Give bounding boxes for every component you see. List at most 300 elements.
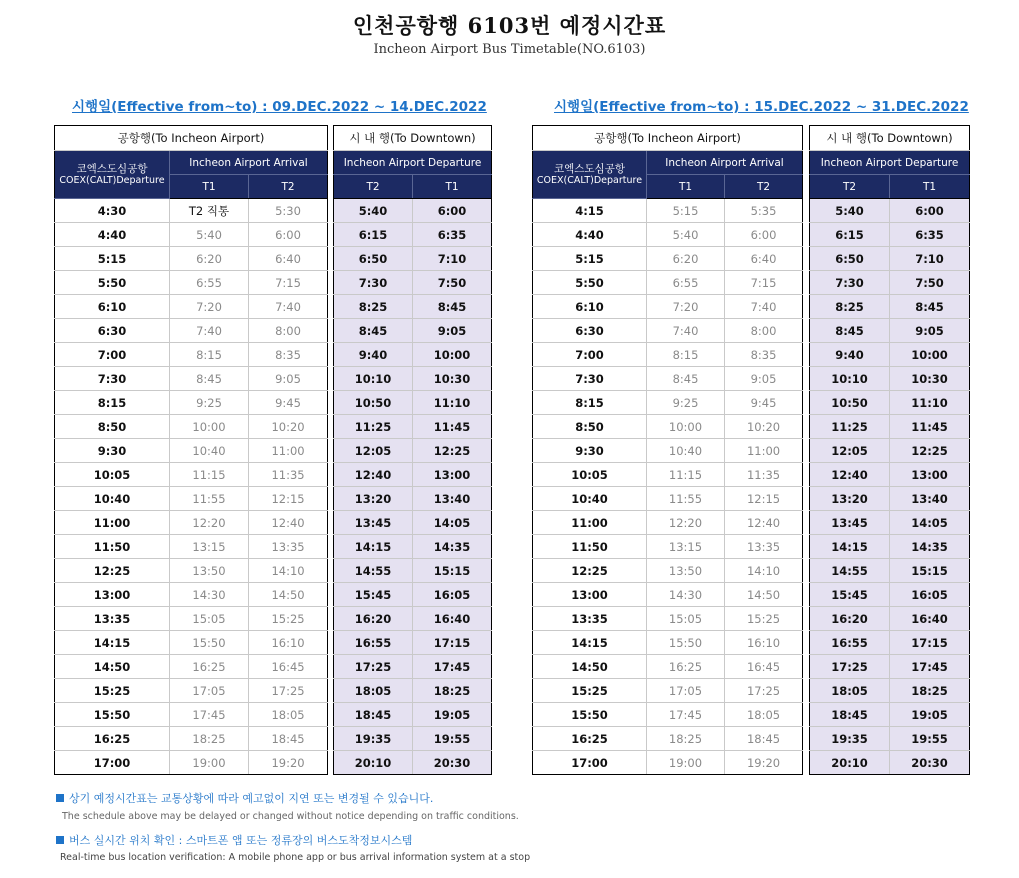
arrival-t1-time: 7:40 [170, 319, 249, 343]
coex-departure-time: 14:50 [533, 655, 647, 679]
arrival-t1-time: 11:15 [170, 463, 249, 487]
arrival-col-header: Incheon Airport Arrival [170, 151, 328, 175]
arrival-t1-time: 10:40 [647, 439, 725, 463]
coex-departure-time: 13:00 [55, 583, 170, 607]
table-row [55, 559, 328, 583]
arrival-t2-time: 12:15 [725, 487, 803, 511]
arrival-t2-time: 5:35 [725, 199, 803, 223]
departure-t2-time: 17:25 [810, 655, 890, 679]
arrival-t1-time: 14:30 [170, 583, 249, 607]
departure-t2-time: 16:55 [810, 631, 890, 655]
table-row [55, 223, 328, 247]
table-row [334, 535, 492, 559]
departure-t1-time: 6:35 [413, 223, 492, 247]
departure-col-header [533, 151, 647, 199]
arrival-t1-time: 13:15 [170, 535, 249, 559]
table-row [810, 679, 970, 703]
arrival-t1-time: 12:20 [170, 511, 249, 535]
table-row [55, 487, 328, 511]
departure-t2-time: 8:45 [810, 319, 890, 343]
table-row [55, 655, 328, 679]
table-row [533, 223, 803, 247]
table-row [55, 199, 328, 223]
table-row [810, 223, 970, 247]
arrival-col-header: Incheon Airport Arrival [647, 151, 803, 175]
departure-t2-time: 16:20 [334, 607, 413, 631]
arrival-t1-time: 19:00 [647, 751, 725, 775]
departure-t2-time: 10:50 [810, 391, 890, 415]
departure-t2-time: 20:10 [334, 751, 413, 775]
bullet-square-icon [56, 794, 64, 802]
note1-ko: 상기 예정시간표는 교통상황에 따라 예고없이 지연 또는 변경될 수 있습니다. [69, 792, 434, 805]
coex-departure-time: 4:30 [55, 199, 170, 223]
departure-t2-time: 14:55 [334, 559, 413, 583]
arrival-t2-time: 6:00 [249, 223, 328, 247]
coex-departure-time: 11:00 [55, 511, 170, 535]
departure-t1-time: 16:40 [890, 607, 970, 631]
table-row [334, 439, 492, 463]
arrival-t1-time: 8:45 [170, 367, 249, 391]
arrival-t1-time: 6:55 [170, 271, 249, 295]
arrival-t1-time: 7:20 [170, 295, 249, 319]
table-row [334, 655, 492, 679]
coex-departure-time: 17:00 [55, 751, 170, 775]
coex-departure-time: 13:35 [55, 607, 170, 631]
arrival-t2-time: 15:25 [725, 607, 803, 631]
table-row [55, 631, 328, 655]
arrival-t1-time: 10:00 [170, 415, 249, 439]
note2-ko: 버스 실시간 위치 확인 : 스마트폰 앱 또는 정류장의 버스도착정보시스템 [69, 834, 413, 847]
to-downtown-header: 시 내 행(To Downtown) [334, 126, 492, 151]
arrival-t1-time: 6:20 [647, 247, 725, 271]
departure-t2-time: 10:10 [810, 367, 890, 391]
table-row [533, 247, 803, 271]
arrival-t1-time: 5:40 [170, 223, 249, 247]
departure-t1-time: 16:40 [413, 607, 492, 631]
coex-departure-time: 9:30 [55, 439, 170, 463]
table-row [533, 703, 803, 727]
dep-en-label: COEX(CALT)Departure [536, 174, 643, 186]
arrival-t2-time: 7:15 [725, 271, 803, 295]
arrival-t2-time: 19:20 [725, 751, 803, 775]
departure-t2-time: 6:50 [334, 247, 413, 271]
table-row [810, 463, 970, 487]
table-row [55, 535, 328, 559]
departure-t1-time: 17:45 [413, 655, 492, 679]
table-row [533, 559, 803, 583]
departure-t1-time: 11:10 [890, 391, 970, 415]
departure-t2-time: 8:25 [810, 295, 890, 319]
table-row [55, 751, 328, 775]
table-row [810, 247, 970, 271]
arrival-t2-time: 12:40 [725, 511, 803, 535]
departure-t1-time: 13:40 [890, 487, 970, 511]
departure-t2-time: 6:15 [810, 223, 890, 247]
departure-t1-time: 6:00 [890, 199, 970, 223]
arrival-t1-time: T2 직통 [170, 199, 249, 223]
coex-departure-time: 6:30 [533, 319, 647, 343]
departure-t2-time: 9:40 [334, 343, 413, 367]
arrival-t2-time: 11:00 [249, 439, 328, 463]
table-row [533, 631, 803, 655]
arrival-t2-time: 6:00 [725, 223, 803, 247]
departure-t2-time: 8:25 [334, 295, 413, 319]
departure-col-header [55, 151, 170, 199]
table-row [55, 727, 328, 751]
departure-t2-time: 12:40 [810, 463, 890, 487]
departure-t2-time: 13:20 [334, 487, 413, 511]
arrival-t1-time: 8:15 [170, 343, 249, 367]
arrival-t2-time: 18:05 [725, 703, 803, 727]
coex-departure-time: 14:50 [55, 655, 170, 679]
footer-note-1-en: The schedule above may be delayed or changed without notice depending on traffic conditions. [62, 811, 519, 822]
downtown-bound-table [333, 125, 492, 775]
departure-t1-time: 13:00 [413, 463, 492, 487]
departure-t2-time: 19:35 [810, 727, 890, 751]
t2-col-header: T2 [249, 175, 328, 199]
departure-t2-time: 7:30 [810, 271, 890, 295]
arrival-t1-time: 14:30 [647, 583, 725, 607]
arrival-t2-time: 10:20 [725, 415, 803, 439]
arrival-t1-time: 15:05 [170, 607, 249, 631]
effective-dates: 시행일(Effective from~to) : 15.DEC.2022 ~ 31.DEC.2022 [554, 99, 969, 115]
arrival-t1-time: 19:00 [170, 751, 249, 775]
table-row [810, 703, 970, 727]
arrival-t2-time: 7:40 [249, 295, 328, 319]
departure-t1-time: 17:15 [413, 631, 492, 655]
table-row [810, 487, 970, 511]
table-row [810, 391, 970, 415]
departure-t2-time: 15:45 [810, 583, 890, 607]
arrival-t2-time: 13:35 [249, 535, 328, 559]
arrival-t2-time: 9:45 [249, 391, 328, 415]
arrival-t1-time: 12:20 [647, 511, 725, 535]
table-row [55, 319, 328, 343]
t1-col-header: T1 [170, 175, 249, 199]
coex-departure-time: 17:00 [533, 751, 647, 775]
table-row [334, 559, 492, 583]
departure-t2-time: 11:25 [334, 415, 413, 439]
table-row [533, 487, 803, 511]
page-subtitle: Incheon Airport Bus Timetable(NO.6103) [373, 42, 646, 57]
table-row [810, 415, 970, 439]
departure-t2-time: 20:10 [810, 751, 890, 775]
arrival-t1-time: 9:25 [170, 391, 249, 415]
coex-departure-time: 15:50 [533, 703, 647, 727]
coex-departure-time: 15:50 [55, 703, 170, 727]
arrival-t2-time: 14:10 [249, 559, 328, 583]
departure-t2-time: 10:50 [334, 391, 413, 415]
arrival-t1-time: 13:50 [647, 559, 725, 583]
arrival-t2-time: 9:05 [725, 367, 803, 391]
table-row [334, 679, 492, 703]
departure-t2-time: 13:20 [810, 487, 890, 511]
arrival-t2-time: 17:25 [725, 679, 803, 703]
table-row [810, 271, 970, 295]
table-row [533, 607, 803, 631]
t2-col-header: T2 [334, 175, 413, 199]
coex-departure-time: 13:35 [533, 607, 647, 631]
departure-t2-time: 18:05 [334, 679, 413, 703]
departure-t1-time: 15:15 [413, 559, 492, 583]
departure-t2-time: 16:20 [810, 607, 890, 631]
departure-t1-time: 11:10 [413, 391, 492, 415]
arrival-t2-time: 16:45 [725, 655, 803, 679]
table-row [533, 751, 803, 775]
table-row [533, 679, 803, 703]
table-row [533, 271, 803, 295]
departure-t2-time: 18:05 [810, 679, 890, 703]
table-row [810, 655, 970, 679]
arrival-t2-time: 8:35 [249, 343, 328, 367]
coex-departure-time: 7:30 [533, 367, 647, 391]
arrival-t1-time: 18:25 [647, 727, 725, 751]
departure-t2-time: 17:25 [334, 655, 413, 679]
departure-t1-time: 13:40 [413, 487, 492, 511]
table-row [334, 391, 492, 415]
table-row [533, 727, 803, 751]
table-row [533, 535, 803, 559]
table-row [55, 295, 328, 319]
coex-departure-time: 10:05 [55, 463, 170, 487]
arrival-t1-time: 16:25 [647, 655, 725, 679]
arrival-t2-time: 6:40 [249, 247, 328, 271]
departure-t1-time: 13:00 [890, 463, 970, 487]
departure-t2-time: 18:45 [334, 703, 413, 727]
table-row [334, 583, 492, 607]
arrival-t2-time: 15:25 [249, 607, 328, 631]
table-row [334, 295, 492, 319]
arrival-t1-time: 17:05 [647, 679, 725, 703]
departure-t1-time: 10:00 [413, 343, 492, 367]
departure-t1-time: 12:25 [890, 439, 970, 463]
arrival-t1-time: 15:05 [647, 607, 725, 631]
table-row [810, 559, 970, 583]
coex-departure-time: 10:05 [533, 463, 647, 487]
arrival-t2-time: 13:35 [725, 535, 803, 559]
departure-t2-time: 5:40 [334, 199, 413, 223]
dep-en-label: COEX(CALT)Departure [59, 174, 165, 186]
departure-t1-time: 19:05 [890, 703, 970, 727]
coex-departure-time: 13:00 [533, 583, 647, 607]
departure-t2-time: 15:45 [334, 583, 413, 607]
table-row [55, 679, 328, 703]
coex-departure-time: 10:40 [533, 487, 647, 511]
table-row [55, 463, 328, 487]
coex-departure-time: 16:25 [55, 727, 170, 751]
arrival-t1-time: 8:15 [647, 343, 725, 367]
footer-note-1 [56, 790, 433, 806]
table-row [810, 751, 970, 775]
departure-t2-time: 10:10 [334, 367, 413, 391]
table-row [533, 439, 803, 463]
table-row [533, 343, 803, 367]
arrival-t1-time: 16:25 [170, 655, 249, 679]
airport-bound-table [54, 125, 328, 775]
table-row [533, 583, 803, 607]
t1-col-header: T1 [647, 175, 725, 199]
departure-t2-time: 12:05 [810, 439, 890, 463]
departure-t1-time: 9:05 [890, 319, 970, 343]
table-row [334, 223, 492, 247]
arrival-t2-time: 8:35 [725, 343, 803, 367]
departure-t2-time: 6:15 [334, 223, 413, 247]
table-row [334, 343, 492, 367]
footer-note-2-en: Real-time bus location verification: A mobile phone app or bus arrival information system at a stop [60, 852, 531, 863]
table-row [55, 367, 328, 391]
departure-t1-time: 18:25 [413, 679, 492, 703]
arrival-t1-time: 9:25 [647, 391, 725, 415]
t1-col-header: T1 [413, 175, 492, 199]
departure-t2-time: 14:55 [810, 559, 890, 583]
departure-t2-time: 7:30 [334, 271, 413, 295]
table-row [810, 367, 970, 391]
coex-departure-time: 6:10 [55, 295, 170, 319]
table-row [55, 391, 328, 415]
arrival-t1-time: 10:40 [170, 439, 249, 463]
arrival-t2-time: 14:50 [249, 583, 328, 607]
table-row [334, 415, 492, 439]
departure-t1-time: 12:25 [413, 439, 492, 463]
airport-bound-table [532, 125, 803, 775]
table-row [810, 343, 970, 367]
table-row [55, 583, 328, 607]
table-row [810, 727, 970, 751]
coex-departure-time: 11:50 [55, 535, 170, 559]
arrival-t2-time: 19:20 [249, 751, 328, 775]
table-row [810, 535, 970, 559]
arrival-t2-time: 8:00 [249, 319, 328, 343]
departure-t1-time: 11:45 [890, 415, 970, 439]
arrival-t2-time: 11:35 [725, 463, 803, 487]
arrival-t1-time: 6:55 [647, 271, 725, 295]
departure-t2-time: 9:40 [810, 343, 890, 367]
departure-t1-time: 20:30 [413, 751, 492, 775]
arrival-t2-time: 7:40 [725, 295, 803, 319]
coex-departure-time: 8:50 [55, 415, 170, 439]
arrival-t1-time: 13:50 [170, 559, 249, 583]
coex-departure-time: 5:50 [533, 271, 647, 295]
table-row [334, 703, 492, 727]
coex-departure-time: 11:50 [533, 535, 647, 559]
coex-departure-time: 6:30 [55, 319, 170, 343]
table-row [334, 487, 492, 511]
arrival-t1-time: 13:15 [647, 535, 725, 559]
arrival-t1-time: 7:40 [647, 319, 725, 343]
departure-t2-time: 5:40 [810, 199, 890, 223]
arrival-t2-time: 16:45 [249, 655, 328, 679]
table-row [810, 199, 970, 223]
table-row [334, 247, 492, 271]
dep-ko-label: 코엑스도심공항 [553, 162, 625, 175]
departure-t2-time: 18:45 [810, 703, 890, 727]
departure-t2-time: 14:15 [334, 535, 413, 559]
coex-departure-time: 5:15 [55, 247, 170, 271]
coex-departure-time: 6:10 [533, 295, 647, 319]
arrival-t1-time: 10:00 [647, 415, 725, 439]
departure-t1-time: 6:35 [890, 223, 970, 247]
arrival-t2-time: 9:45 [725, 391, 803, 415]
departure-t2-time: 19:35 [334, 727, 413, 751]
dep-ko-label: 코엑스도심공항 [76, 162, 148, 175]
table-row [810, 295, 970, 319]
departure-t1-time: 17:45 [890, 655, 970, 679]
arrival-t1-time: 6:20 [170, 247, 249, 271]
table-row [810, 439, 970, 463]
departure-airport-header: Incheon Airport Departure [810, 151, 970, 175]
coex-departure-time: 11:00 [533, 511, 647, 535]
table-row [533, 391, 803, 415]
arrival-t2-time: 14:50 [725, 583, 803, 607]
departure-t1-time: 8:45 [890, 295, 970, 319]
departure-t2-time: 11:25 [810, 415, 890, 439]
table-row [533, 199, 803, 223]
coex-departure-time: 5:15 [533, 247, 647, 271]
arrival-t2-time: 16:10 [725, 631, 803, 655]
table-row [55, 439, 328, 463]
arrival-t1-time: 15:50 [647, 631, 725, 655]
coex-departure-time: 14:15 [55, 631, 170, 655]
arrival-t1-time: 5:40 [647, 223, 725, 247]
departure-t1-time: 10:30 [413, 367, 492, 391]
departure-t2-time: 12:40 [334, 463, 413, 487]
arrival-t1-time: 11:55 [647, 487, 725, 511]
table-row [533, 655, 803, 679]
arrival-t2-time: 9:05 [249, 367, 328, 391]
departure-t1-time: 18:25 [890, 679, 970, 703]
t2-col-header: T2 [810, 175, 890, 199]
t2-col-header: T2 [725, 175, 803, 199]
departure-t1-time: 19:55 [890, 727, 970, 751]
departure-t1-time: 7:50 [890, 271, 970, 295]
table-row [334, 199, 492, 223]
departure-t2-time: 13:45 [810, 511, 890, 535]
table-row [55, 511, 328, 535]
table-row [55, 703, 328, 727]
table-row [810, 607, 970, 631]
table-row [334, 607, 492, 631]
departure-t2-time: 12:05 [334, 439, 413, 463]
arrival-t1-time: 11:15 [647, 463, 725, 487]
arrival-t2-time: 6:40 [725, 247, 803, 271]
coex-departure-time: 8:15 [55, 391, 170, 415]
arrival-t2-time: 8:00 [725, 319, 803, 343]
arrival-t2-time: 16:10 [249, 631, 328, 655]
arrival-t1-time: 15:50 [170, 631, 249, 655]
arrival-t1-time: 17:05 [170, 679, 249, 703]
coex-departure-time: 16:25 [533, 727, 647, 751]
departure-airport-header: Incheon Airport Departure [334, 151, 492, 175]
downtown-bound-table [809, 125, 970, 775]
departure-t1-time: 20:30 [890, 751, 970, 775]
departure-t1-time: 17:15 [890, 631, 970, 655]
departure-t1-time: 10:00 [890, 343, 970, 367]
arrival-t1-time: 11:55 [170, 487, 249, 511]
departure-t1-time: 16:05 [890, 583, 970, 607]
departure-t2-time: 13:45 [334, 511, 413, 535]
coex-departure-time: 5:50 [55, 271, 170, 295]
table-row [533, 511, 803, 535]
table-row [334, 367, 492, 391]
arrival-t1-time: 8:45 [647, 367, 725, 391]
table-row [334, 751, 492, 775]
departure-t1-time: 7:10 [890, 247, 970, 271]
arrival-t1-time: 18:25 [170, 727, 249, 751]
coex-departure-time: 7:00 [55, 343, 170, 367]
coex-departure-time: 10:40 [55, 487, 170, 511]
coex-departure-time: 9:30 [533, 439, 647, 463]
arrival-t1-time: 5:15 [647, 199, 725, 223]
